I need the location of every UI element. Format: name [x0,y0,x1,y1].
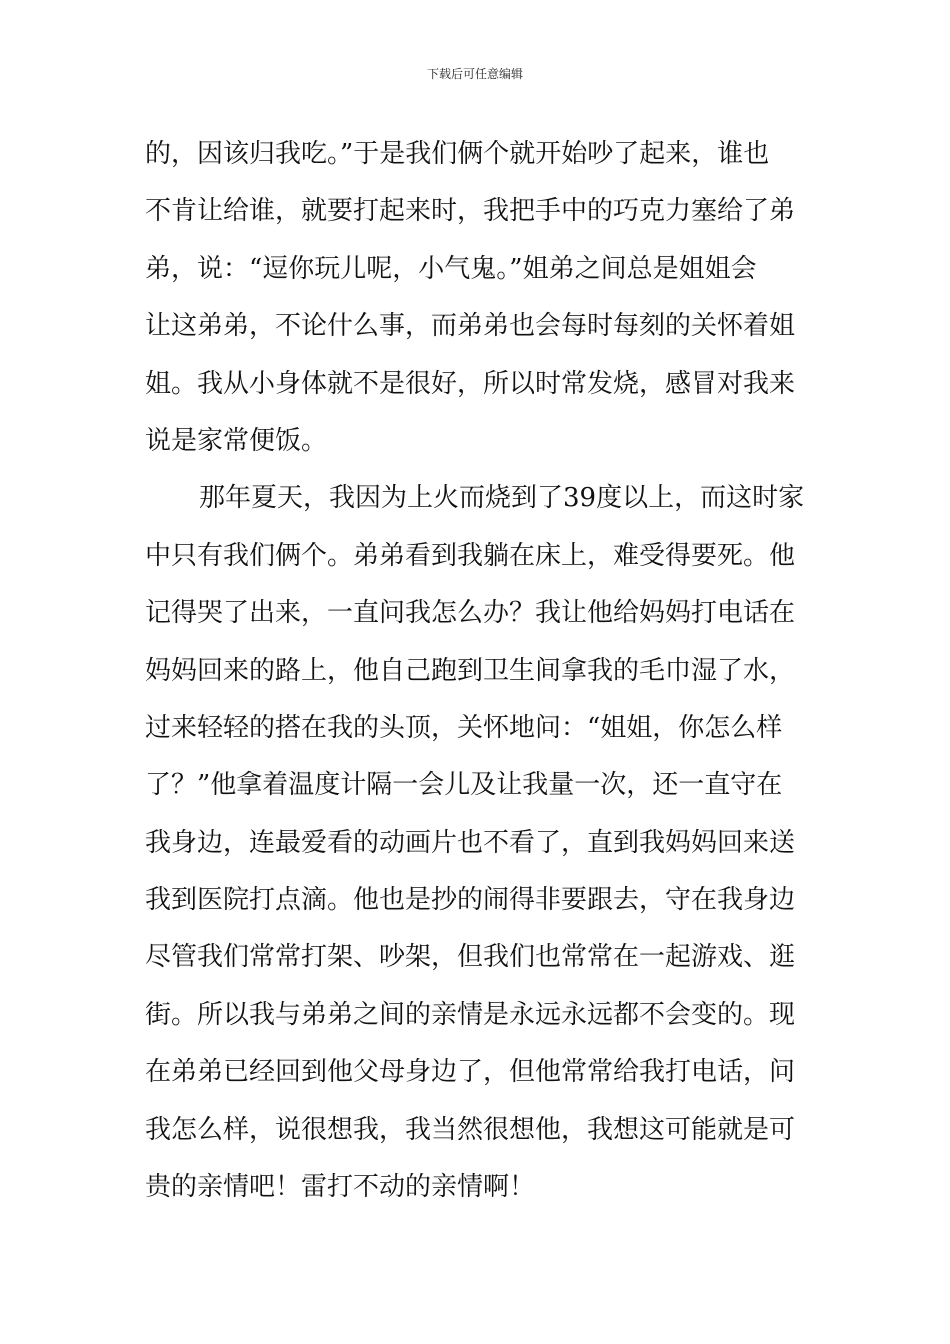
text-line: 弟，说：“逗你玩儿呢，小气鬼。”姐弟之间总是姐姐会 [145,253,757,284]
text-line: 街。所以我与弟弟之间的亲情是永远永远都不会变的。现 [145,999,796,1030]
text-line: 让这弟弟，不论什么事，而弟弟也会每时每刻的关怀着姐 [145,311,796,342]
text-line: 在弟弟已经回到他父母身边了，但他常常给我打电话，问 [145,1057,796,1088]
text-line: 尽管我们常常打架、吵架，但我们也常常在一起游戏、逛 [145,942,796,973]
text-line: 贵的亲情吧！雷打不动的亲情啊！ [145,1172,536,1203]
text-line: 了？”他拿着温度计隔一会儿及让我量一次，还一直守在 [145,770,783,801]
text-line: 中只有我们俩个。弟弟看到我躺在床上，难受得要死。他 [145,540,796,571]
text-line: 我身边，连最爱看的动画片也不看了，直到我妈妈回来送 [145,827,796,858]
text-line: 我到医院打点滴。他也是抄的闹得非要跟去，守在我身边 [145,885,796,916]
document-body [145,126,807,1216]
page-header: 下载后可任意编辑 [426,67,523,81]
text-line: 不肯让给谁，就要打起来时，我把手中的巧克力塞给了弟 [145,196,796,227]
paragraph-first-line: 那年夏天，我因为上火而烧到了39度以上，而这时家 [199,483,805,514]
text-line: 过来轻轻的搭在我的头顶，关怀地问：“姐姐，你怎么样 [145,712,783,743]
text-line: 记得哭了出来，一直问我怎么办？我让他给妈妈打电话在 [145,598,796,629]
text-line: 妈妈回来的路上，他自己跑到卫生间拿我的毛巾湿了水， [145,655,796,686]
text-line: 我怎么样，说很想我，我当然很想他，我想这可能就是可 [145,1114,796,1145]
text-line: 说是家常便饭。 [145,425,328,456]
text-line: 的，因该归我吃。”于是我们俩个就开始吵了起来，谁也 [145,139,770,169]
text-line: 姐。我从小身体就不是很好，所以时常发烧，感冒对我来 [145,368,796,399]
